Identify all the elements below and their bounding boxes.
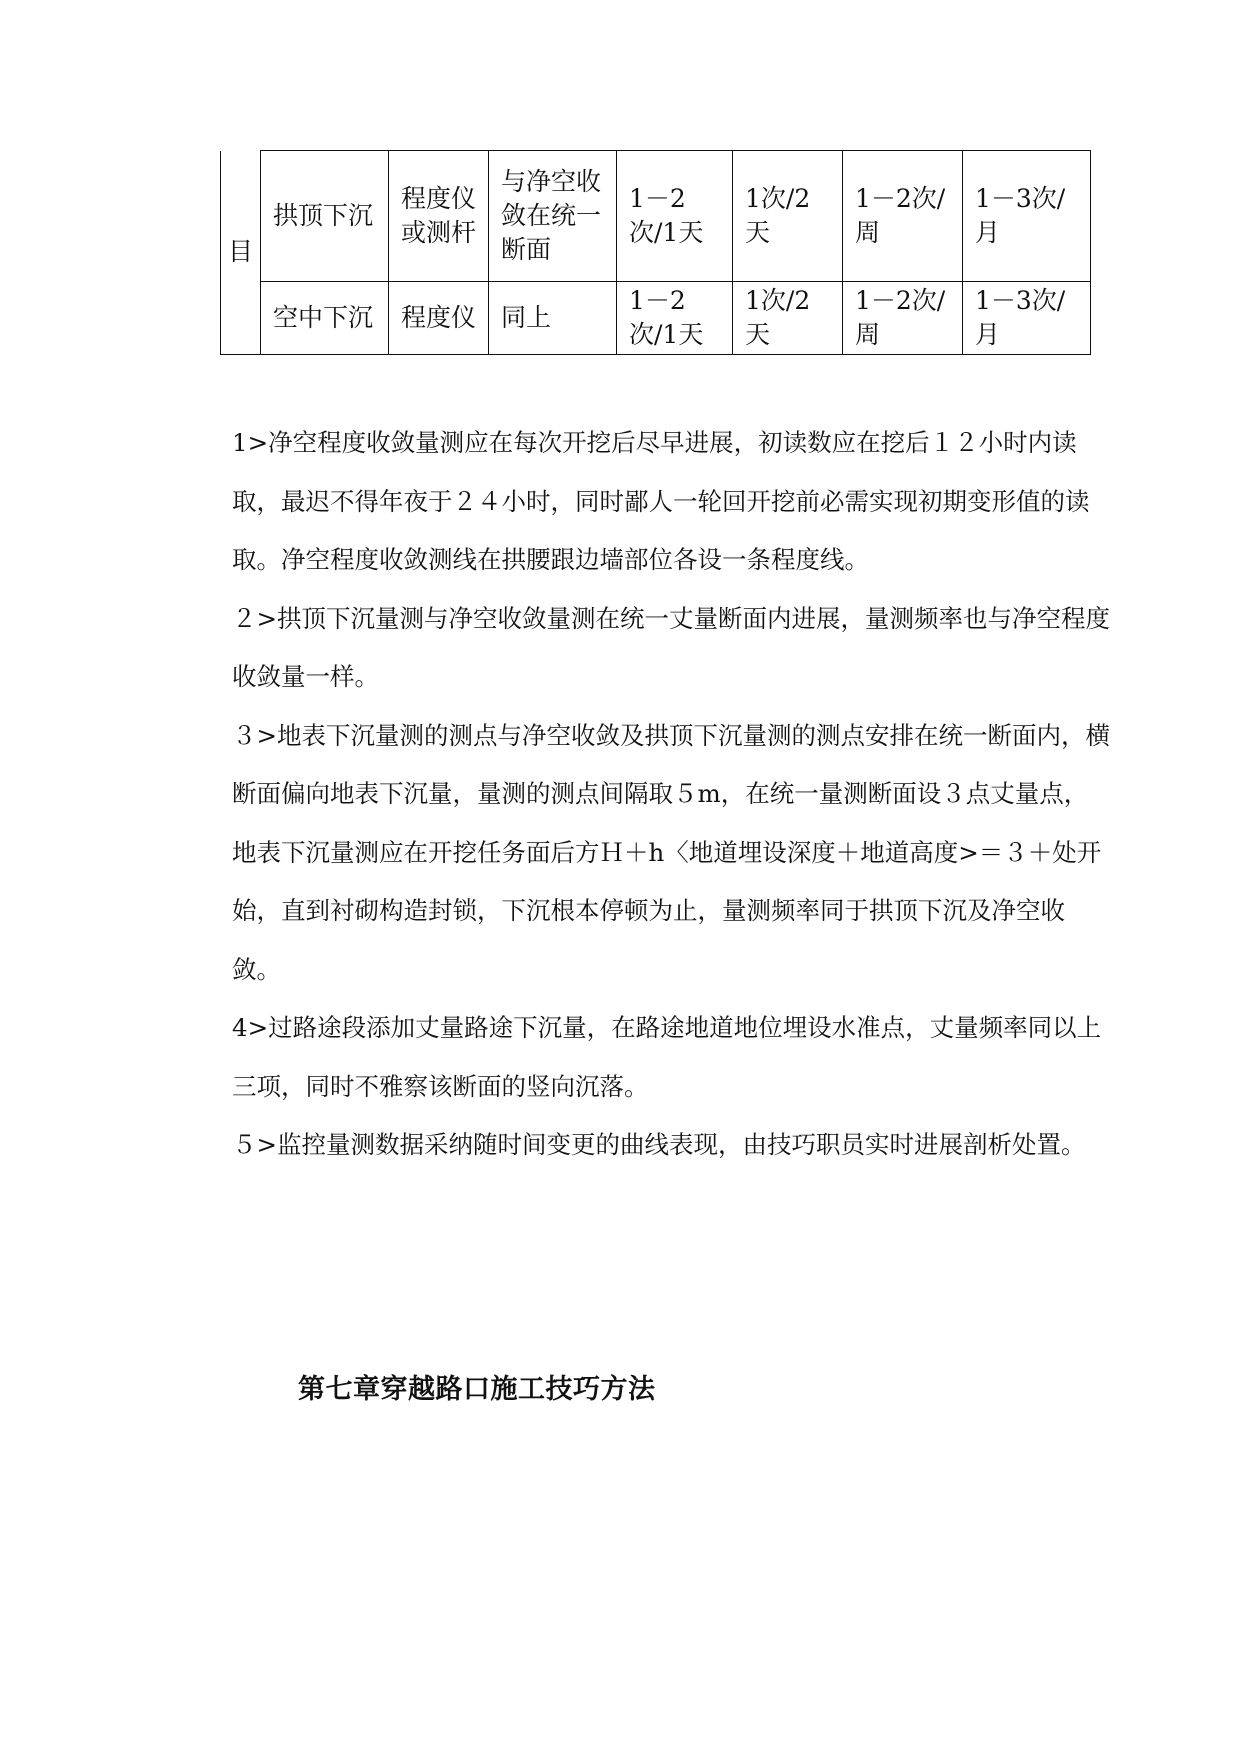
table-cell-frequency: 1－2次/1天 bbox=[617, 282, 733, 355]
table-cell-item: 拱顶下沉 bbox=[261, 151, 389, 282]
table-cell-frequency: 1－3次/月 bbox=[963, 282, 1091, 355]
table-cell-frequency: 1－2次/1天 bbox=[617, 151, 733, 282]
table-cell-item: 空中下沉 bbox=[261, 282, 389, 355]
table-cell-instrument: 程度仪或测杆 bbox=[389, 151, 489, 282]
table-cell-instrument: 程度仪 bbox=[389, 282, 489, 355]
paragraph: ５>监控量测数据采纳随时间变更的曲线表现，由技巧职员实时进展剖析处置。 bbox=[232, 1130, 1086, 1159]
chapter-heading: 第七章穿越路口施工技巧方法 bbox=[298, 1374, 656, 1405]
body-text bbox=[232, 414, 1112, 1175]
table-cell-frequency: 1－2次/周 bbox=[843, 282, 963, 355]
table-row bbox=[221, 151, 1091, 282]
table-cell-frequency: 1－3次/月 bbox=[963, 151, 1091, 282]
table-cell-frequency: 1次/2天 bbox=[733, 282, 843, 355]
paragraph: ３>地表下沉量测的测点与净空收敛及拱顶下沉量测的测点安排在统一断面内，横断面偏向地表下沉量，量测的测点间隔取５m，在统一量测断面设３点丈量点，地表下沉量测应在开挖任务面后方Ｈ＋h〈地道埋设深度＋地道高度>＝３＋处开始，直到衬砌构造封锁，下沉根本停顿为止，量测频率同于拱顶下沉及净空收敛。 bbox=[232, 720, 1111, 984]
table-row bbox=[221, 282, 1091, 355]
paragraph: 1>净空程度收敛量测应在每次开挖后尽早进展，初读数应在挖后１２小时内读取，最迟不得年夜于２４小时，同时鄙人一轮回开挖前必需实现初期变形值的读取。净空程度收敛测线在拱腰跟边墙部位各设一条程度线。 bbox=[232, 428, 1090, 574]
table-cell-location: 与净空收敛在统一断面 bbox=[489, 151, 617, 282]
measurement-table-wrap bbox=[220, 150, 1091, 355]
measurement-table bbox=[220, 150, 1091, 355]
table-cell-category: 目 bbox=[221, 151, 261, 355]
table-cell-location: 同上 bbox=[489, 282, 617, 355]
table-cell-frequency: 1－2次/周 bbox=[843, 151, 963, 282]
table-cell-frequency: 1次/2天 bbox=[733, 151, 843, 282]
paragraph: 4>过路途段添加丈量路途下沉量，在路途地道地位埋设水准点，丈量频率同以上三项，同时不雅察该断面的竖向沉落。 bbox=[232, 1013, 1102, 1101]
paragraph: ２>拱顶下沉量测与净空收敛量测在统一丈量断面内进展，量测频率也与净空程度收敛量一样。 bbox=[232, 603, 1111, 691]
